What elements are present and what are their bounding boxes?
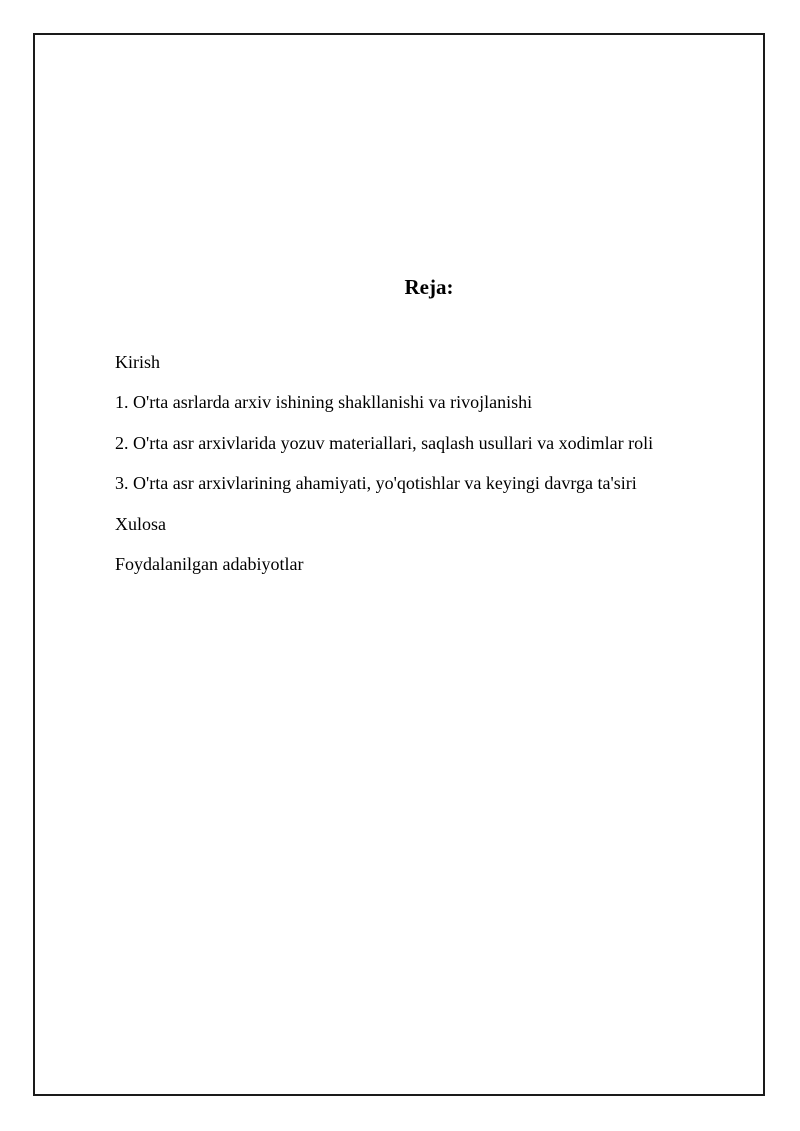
table-of-contents bbox=[115, 350, 653, 592]
toc-item-intro: Kirish bbox=[115, 352, 160, 372]
toc-item-conclusion: Xulosa bbox=[115, 513, 166, 534]
toc-item-chapter-1: 1. O'rta asrlarda arxiv ishining shakllanishi va rivojlanishi bbox=[115, 392, 533, 413]
toc-item-chapter-3: 3. O'rta asr arxivlarining ahamiyati, yo'qotishlar va keyingi davrga ta'siri bbox=[115, 473, 637, 494]
toc-item-references: Foydalanilgan adabiyotlar bbox=[115, 553, 304, 574]
toc-item-chapter-2: 2. O'rta asr arxivlarida yozuv materiallari, saqlash usullari va xodimlar roli bbox=[115, 432, 654, 453]
page-title: Reja: bbox=[404, 275, 454, 299]
